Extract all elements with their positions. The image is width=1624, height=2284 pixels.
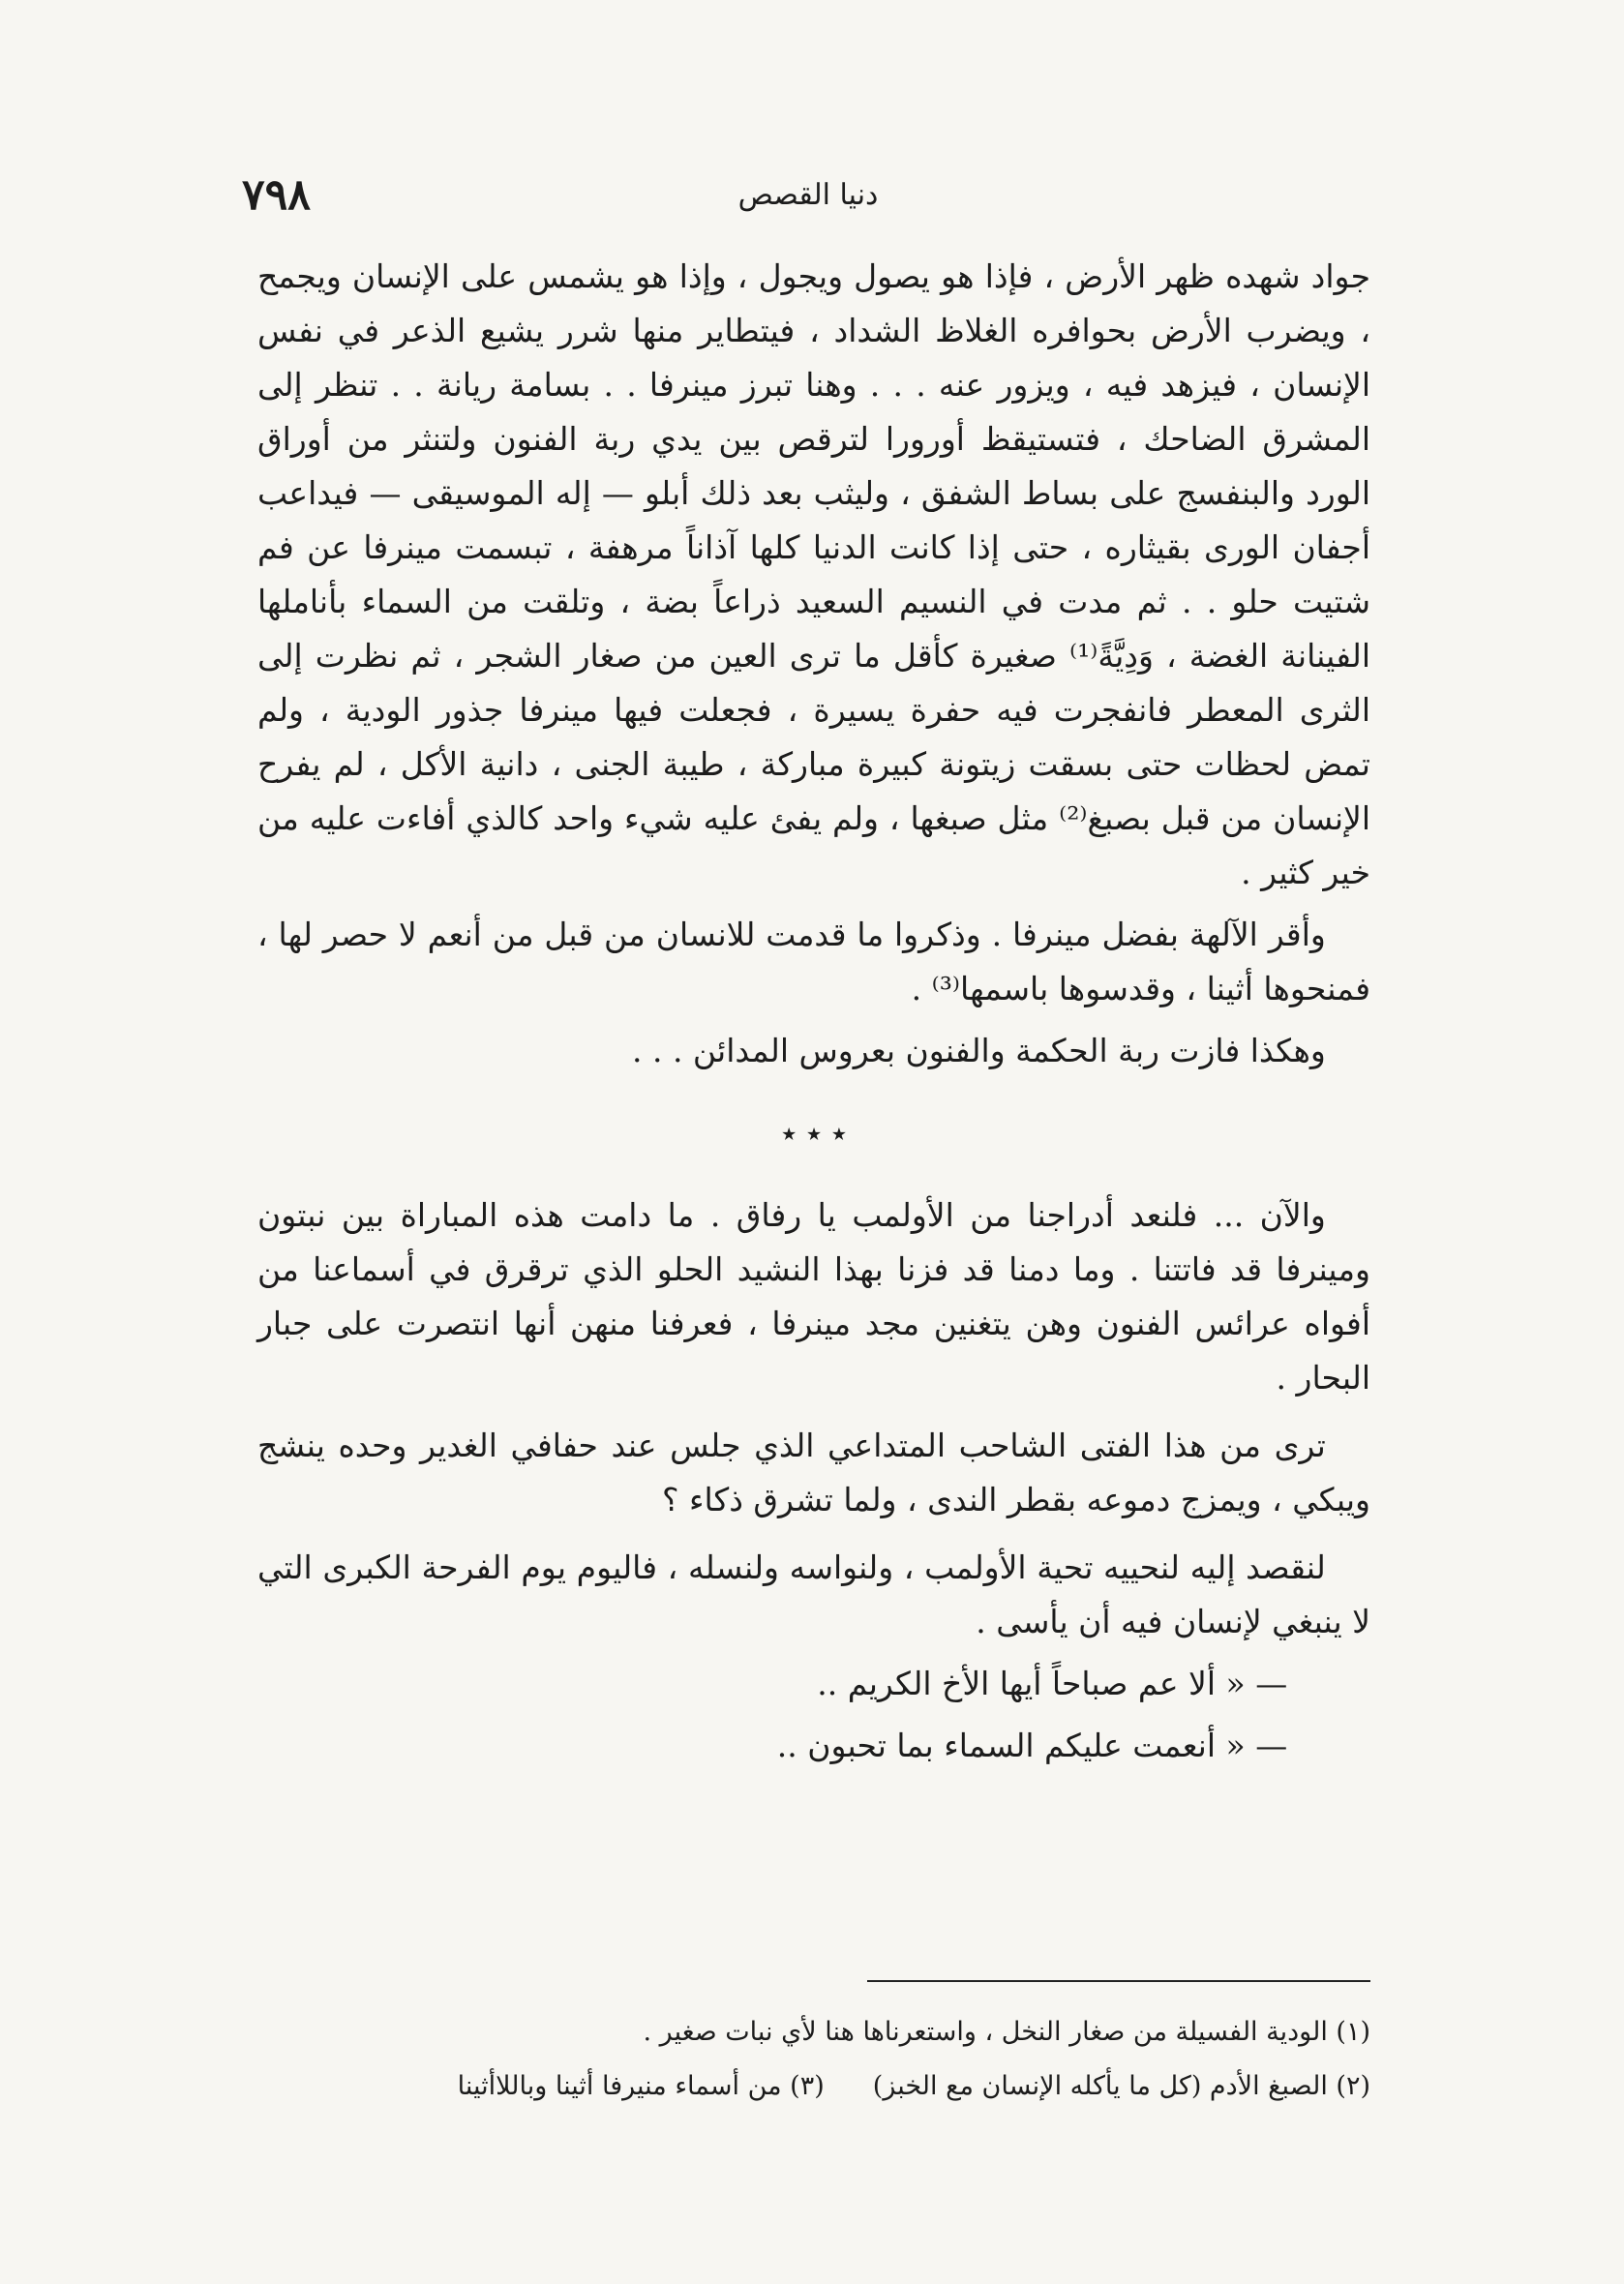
main-text <box>257 250 1370 1781</box>
footnote-1: (١) الودية الفسيلة من صغار النخل ، واستعرناها هنا لأي نبات صغير . <box>643 2017 1370 2047</box>
paragraph-6: لنقصد إليه لنحييه تحية الأولمب ، ولنواسه ولنسله ، فاليوم يوم الفرحة الكبرى التي لا ينبغي لإنسان فيه أن يأسى . <box>257 1548 1370 1640</box>
paragraph-3: وهكذا فازت ربة الحكمة والفنون بعروس المدائن . . . <box>631 1032 1326 1069</box>
footnote-line-2 <box>257 2059 1370 2114</box>
paragraph-5: ترى من هذا الفتى الشاحب المتداعي الذي جلس عند حفافي الغدير وحده ينشج ويبكي ، ويمزج دموعه بقطر الندى ، ولما تشرق ذكاء ؟ <box>257 1427 1370 1518</box>
page-number: ٧٩٨ <box>242 170 311 220</box>
page-header <box>242 170 1374 228</box>
footnote-2: (٢) الصبغ الأدم (كل ما يأكله الإنسان مع الخبز) <box>872 2071 1370 2101</box>
dialogue-line-2: — « أنعمت عليكم السماء بما تحبون .. <box>776 1727 1288 1764</box>
footnotes <box>257 2005 1370 2114</box>
paragraph-2: وأقر الآلهة بفضل مينرفا . وذكروا ما قدمت للانسان من قبل من أنعم لا حصر لها ، فمنحوها أثينا ، وقدسوها باسمها⁽³⁾ . <box>257 916 1370 1007</box>
dialogue-line-1: — « ألا عم صباحاً أيها الأخ الكريم .. <box>817 1665 1288 1702</box>
running-title: دنيا القصص <box>737 178 879 212</box>
footnote-divider <box>867 1980 1370 1982</box>
section-separator: ٭ ٭ ٭ <box>780 1117 848 1151</box>
paragraph-1: جواد شهده ظهر الأرض ، فإذا هو يصول ويجول ، وإذا هو يشمس على الإنسان ويجمح ، ويضرب الأرض بحوافره الغلاظ الشداد ، فيتطاير منها شرر يشيع الذعر في نفس الإنسان ، فيزهد فيه ، ويزور عنه . . . وهنا تبرز مينرفا . . بسامة ريانة . . تنظر إلى المشرق الضاحك ، فتستيقظ أورورا لترقص بين يدي ربة الفنون ولتنثر من أوراق الورد والبنفسج على بساط الشفق ، وليثب بعد ذلك أبلو — إله الموسيقى — فيداعب أجفان الورى بقيثاره ، حتى إذا كانت الدنيا كلها آذاناً مرهفة ، تبسمت مينرفا عن فم شتيت حلو . . ثم مدت في النسيم السعيد ذراعاً بضة ، وتلقت من السماء بأناملها الفينانة الغضة ، وَدِيَّةً⁽¹⁾ صغيرة كأقل ما ترى العين من صغار الشجر ، ثم نظرت إلى الثرى المعطر فانفجرت فيه حفرة يسيرة ، فجعلت فيها مينرفا جذور الودية ، ولم تمض لحظات حتى بسقت زيتونة كبيرة مباركة ، طيبة الجنى ، دانية الأكل ، لم يفرح الإنسان من قبل بصبغ⁽²⁾ مثل صبغها ، ولم يفئ عليه شيء واحد كالذي أفاءت عليه من خير كثير . <box>257 257 1371 891</box>
paragraph-4: والآن ... فلنعد أدراجنا من الأولمب يا رفاق . ما دامت هذه المباراة بين نبتون ومينرفا قد فاتتنا . وما دمنا قد فزنا بهذا النشيد الحلو الذي ترقرق في أسماعنا من أفواه عرائس الفنون وهن يتغنين مجد مينرفا ، فعرفنا منهن أنها انتصرت على جبار البحار . <box>257 1196 1370 1397</box>
footnote-3: (٣) من أسماء منيرفا أثينا وباللاأثينا <box>457 2071 825 2101</box>
